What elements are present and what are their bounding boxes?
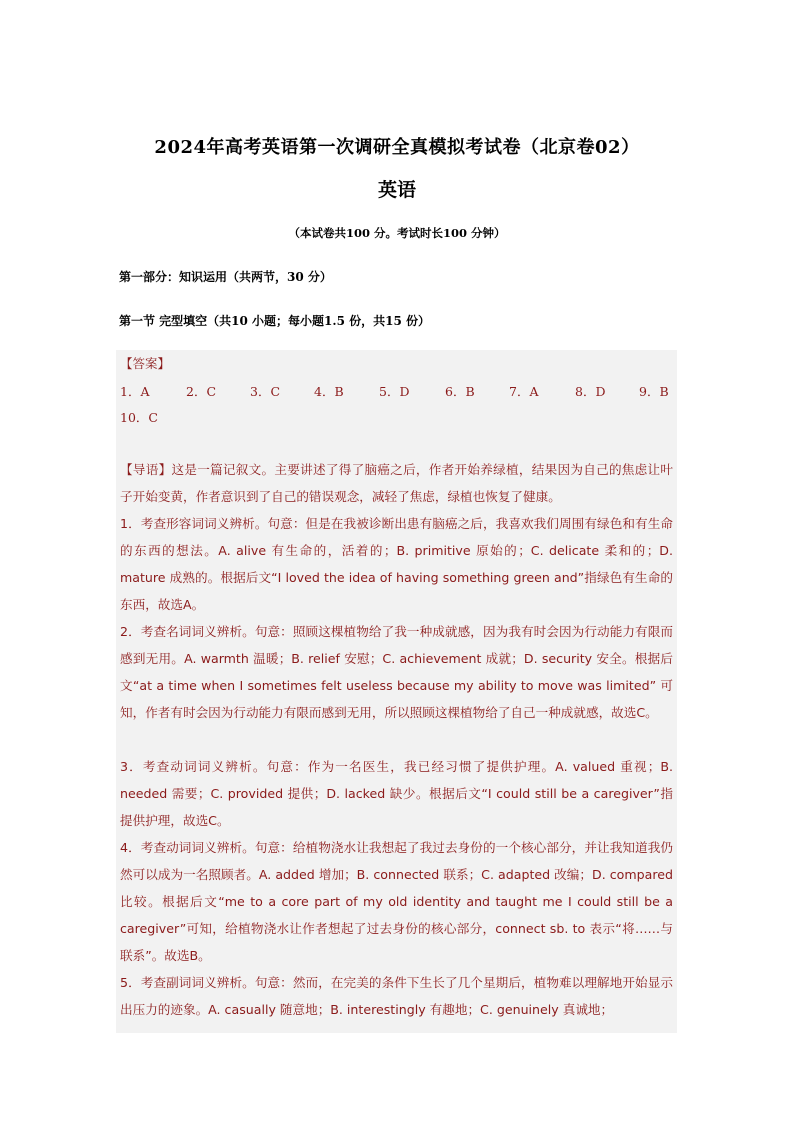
answer-item: 6．B [445, 384, 475, 399]
answer-item: 4．B [314, 384, 344, 399]
section-heading: 第一节 完型填空（共10 小题；每小题1.5 份，共15 份） [119, 314, 430, 328]
explanation-q2: 2．考查名词词义辨析。句意：照顾这棵植物给了我一种成就感，因为我有时会因为行动能力有限而感到无用。A. warmth 温暖；B. relief 安慰；C. achievement 成就；D. security 安全。根据后文“at a time when I sometimes felt useless because my ability to move was limited” 可知，作者有时会因为行动能力有限而感到无用，所以照顾这棵植物给了自己一种成就感，故选C。 [120, 624, 673, 720]
subject-heading: 英语 [377, 179, 416, 201]
explanation-q4: 4．考查动词词义辨析。句意：给植物浇水让我想起了我过去身份的一个核心部分，并让我知道我仍然可以成为一名照顾者。A. added 增加；B. connected 联系；C. adapted 改编；D. compared 比较。根据后文“me to a core part of my old identity and taught me I could still be a caregiver”可知，给植物浇水让作者想起了过去身份的核心部分，connect sb. to 表示“将……与联系”。故选B。 [120, 840, 673, 963]
exam-note: （本试卷共100 分。考试时长100 分钟） [288, 226, 506, 240]
answer-item: 10．C [120, 410, 158, 425]
answer-explanation-box [116, 350, 677, 1033]
answers-label: 【答案】 [120, 356, 171, 371]
answer-item: 8．D [575, 384, 606, 399]
explanation-q1: 1．考查形容词词义辨析。句意：但是在我被诊断出患有脑癌之后，我喜欢我们周围有绿色和有生命的东西的想法。A. alive 有生命的，活着的；B. primitive 原始的；C. delicate 柔和的；D. mature 成熟的。根据后文“I loved the idea of having something green and”指绿色有生命的东西，故选A。 [120, 516, 673, 612]
answer-item: 7．A [509, 384, 539, 399]
explanation-q5: 5．考查副词词义辨析。句意：然而，在完美的条件下生长了几个星期后，植物难以理解地开始显示出压力的迹象。A. casually 随意地；B. interestingly 有趣地；C. genuinely 真诚地； [120, 975, 673, 1017]
exam-title: 2024年高考英语第一次调研全真模拟考试卷（北京卷02） [154, 137, 640, 158]
answer-item: 5．D [379, 384, 410, 399]
part-heading: 第一部分：知识运用（共两节，30 分） [119, 270, 332, 284]
guide-paragraph: 【导语】这是一篇记叙文。主要讲述了得了脑癌之后，作者开始养绿植，结果因为自己的焦虑让叶子开始变黄，作者意识到了自己的错误观念，减轻了焦虑，绿植也恢复了健康。 [120, 462, 673, 504]
answers-row [120, 382, 673, 400]
answer-item: 9．B [639, 384, 669, 399]
answer-item: 2．C [186, 384, 217, 399]
answer-item: 3．C [250, 384, 281, 399]
explanation-q3: 3．考查动词词义辨析。句意：作为一名医生，我已经习惯了提供护理。A. valued 重视；B. needed 需要；C. provided 提供；D. lacked 缺少。根据后文“I could still be a caregiver”指提供护理，故选C。 [120, 759, 673, 828]
answer-item: 1．A [120, 384, 150, 399]
